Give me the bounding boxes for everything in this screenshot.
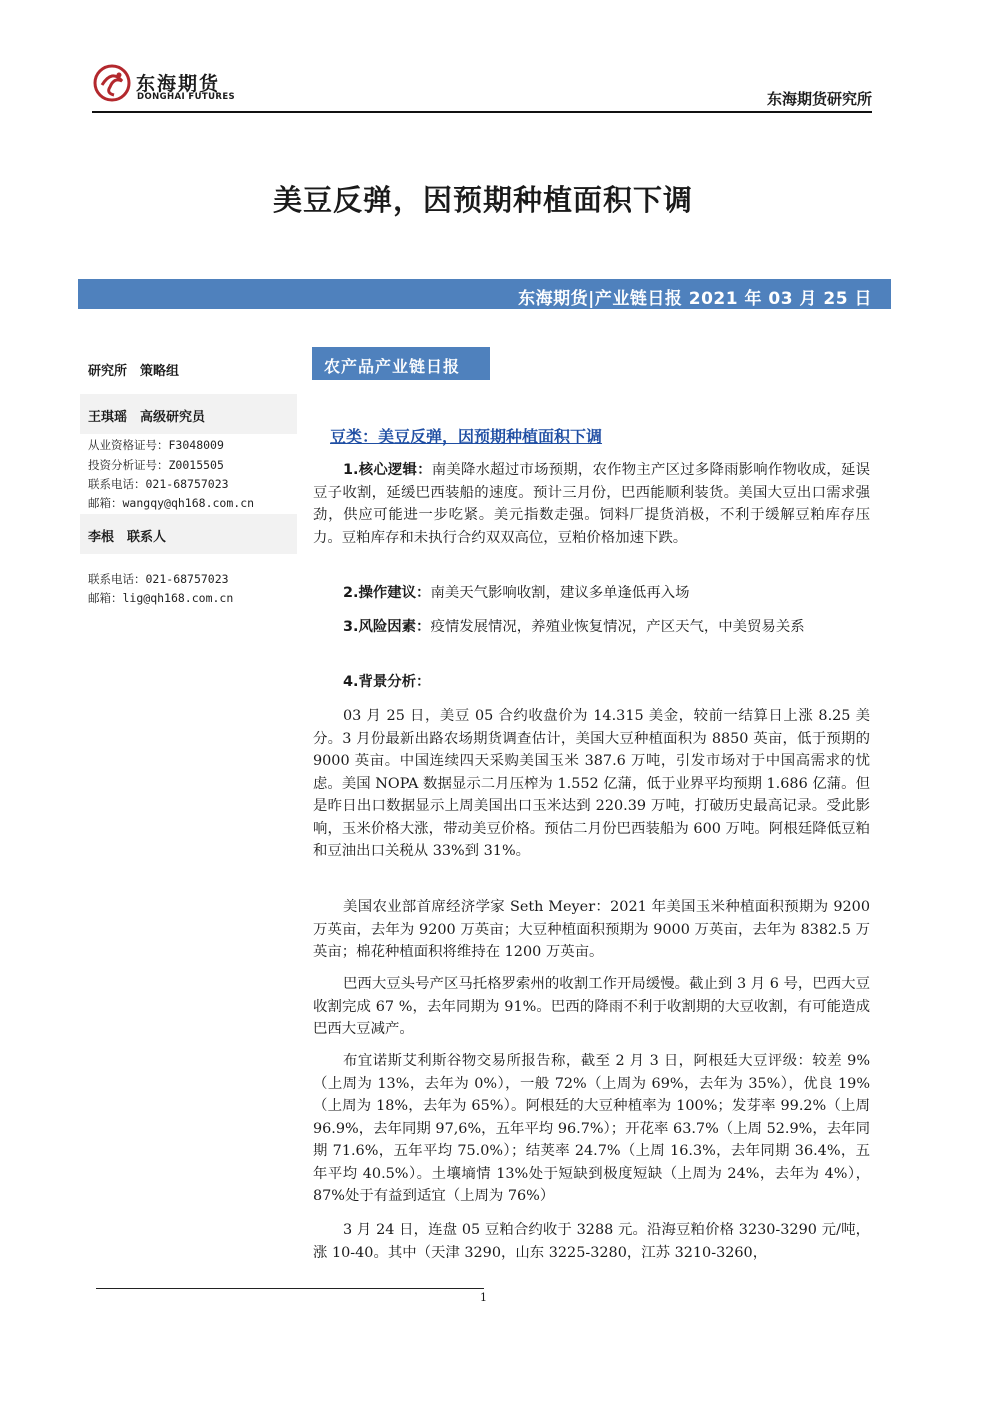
page-number: 1 bbox=[480, 1291, 487, 1304]
institute-name: 东海期货研究所 bbox=[766, 90, 872, 108]
operation-advice bbox=[313, 582, 870, 605]
paragraph-text: 03 月 25 日，美豆 05 合约收盘价为 14.315 美金，较前一结算日上涨 8.25 美分。3 月份最新出路农场期货调查估计，美国大豆种植面积为 8850 英亩，低于预期的 9000 英亩。中国连续四天采购美国玉米 387.6 万吨，引发市场对于中国高需求的忧虑。美国 NOPA 数据显示二月压榨为 1.552 亿蒲，低于业界平均预期 1.686 亿蒲。但是昨日出口数据显示上周美国出口玉米达到 220.39 万吨，打破历史最高记录。受此影响，玉米价格大涨，带动美豆价格。预估二月份巴西装船为 600 万吨。阿根廷降低豆粕和豆油出口关税从 33%到 31%。 bbox=[313, 708, 870, 859]
paragraph-text: 布宜诺斯艾利斯谷物交易所报告称，截至 2 月 3 日，阿根廷大豆评级：较差 9%（上周为 13%，去年为 0%），一般 72%（上周为 69%，去年为 35%），优良 19%（上周为 18%，去年为 65%）。阿根廷的大豆种植率为 100%；发芽率 99.2%（上周 96.9%，去年同期 97,6%，五年平均 96.7%）；开花率 63.7%（上周 52.9%，去年同期 71.6%，五年平均 75.0%）；结荚率 24.7%（上周 16.3%，去年同期 36.4%，五年平均 40.5%）。土壤墒情 13%处于短缺到极度短缺（上周为 24%，去年为 4%），87%处于有益到适宜（上周为 76%） bbox=[313, 1053, 870, 1204]
analyst2-line: 联系电话：021-68757023 bbox=[88, 572, 229, 586]
paragraph-text: 美国农业部首席经济学家 Seth Meyer：2021 年美国玉米种植面积预期为 9200 万英亩，去年为 9200 万英亩；大豆种植面积预期为 9000 万英亩，去年为 8382.5 万英亩；棉花种植面积将维持在 1200 万英亩。 bbox=[313, 899, 870, 960]
section-label: 农产品产业链日报 bbox=[324, 357, 461, 376]
team-label: 研究所 策略组 bbox=[88, 364, 180, 379]
paragraph bbox=[313, 705, 870, 863]
point-label: 4.背景分析： bbox=[343, 674, 431, 690]
paragraph bbox=[313, 1050, 870, 1208]
footer-divider bbox=[96, 1288, 484, 1289]
point-text: 疫情发展情况，养殖业恢复情况，产区天气，中美贸易关系 bbox=[430, 619, 805, 635]
logo-text: 东海期货 bbox=[136, 73, 221, 95]
analyst2-email: 邮箱：lig@qh168.com.cn bbox=[88, 591, 234, 605]
point-text: 南美降水超过市场预期，农作物主产区过多降雨影响作物收成，延误豆子收割，延缓巴西装船的速度。预计三月份，巴西能顺利装货。美国大豆出口需求强劲，供应可能进一步吃紧。美元指数走强。饲料厂提货消极，不利于缓解豆粕库存压力。豆粕库存和未执行合约双双高位，豆粕价格加速下跌。 bbox=[313, 462, 870, 546]
document-title: 美豆反弹，因预期种植面积下调 bbox=[272, 183, 693, 217]
paragraph bbox=[313, 973, 870, 1041]
paragraph-text: 巴西大豆头号产区马托格罗索州的收割工作开局缓慢。截止到 3 月 6 号，巴西大豆收割完成 67 %，去年同期为 91%。巴西的降雨不利于收割期的大豆收割，有可能造成巴西大豆减产。 bbox=[313, 976, 870, 1037]
donghai-logo-icon bbox=[92, 63, 132, 103]
point-label: 3.风险因素： bbox=[343, 619, 431, 635]
article-subtitle: 豆类：美豆反弹，因预期种植面积下调 bbox=[330, 427, 603, 446]
logo-subtext: DONGHAI FUTURES bbox=[137, 92, 236, 102]
core-logic bbox=[313, 459, 870, 549]
analyst1-line: 从业资格证号：F3048009 bbox=[88, 438, 224, 452]
header-divider bbox=[92, 111, 872, 113]
point-label: 1.核心逻辑： bbox=[343, 462, 432, 478]
paragraph bbox=[313, 1219, 870, 1264]
analyst2-name: 李根 联系人 bbox=[88, 530, 167, 545]
background-heading bbox=[313, 671, 870, 694]
risk-factors bbox=[313, 616, 870, 639]
report-date-label: 东海期货|产业链日报 2021 年 03 月 25 日 bbox=[518, 289, 872, 309]
paragraph bbox=[313, 896, 870, 964]
point-label: 2.操作建议： bbox=[343, 585, 431, 601]
analyst1-line: 联系电话：021-68757023 bbox=[88, 477, 229, 491]
analyst1-name: 王琪瑶 高级研究员 bbox=[88, 410, 206, 425]
analyst1-email: 邮箱：wangqy@qh168.com.cn bbox=[88, 496, 255, 510]
point-text: 南美天气影响收割，建议多单逢低再入场 bbox=[430, 585, 690, 601]
analyst1-line: 投资分析证号：Z0015505 bbox=[88, 458, 224, 472]
paragraph-text: 3 月 24 日，连盘 05 豆粕合约收于 3288 元。沿海豆粕价格 3230-3290 元/吨，涨 10-40。其中（天津 3290，山东 3225-3280，江苏 3210-3260， bbox=[313, 1222, 870, 1261]
